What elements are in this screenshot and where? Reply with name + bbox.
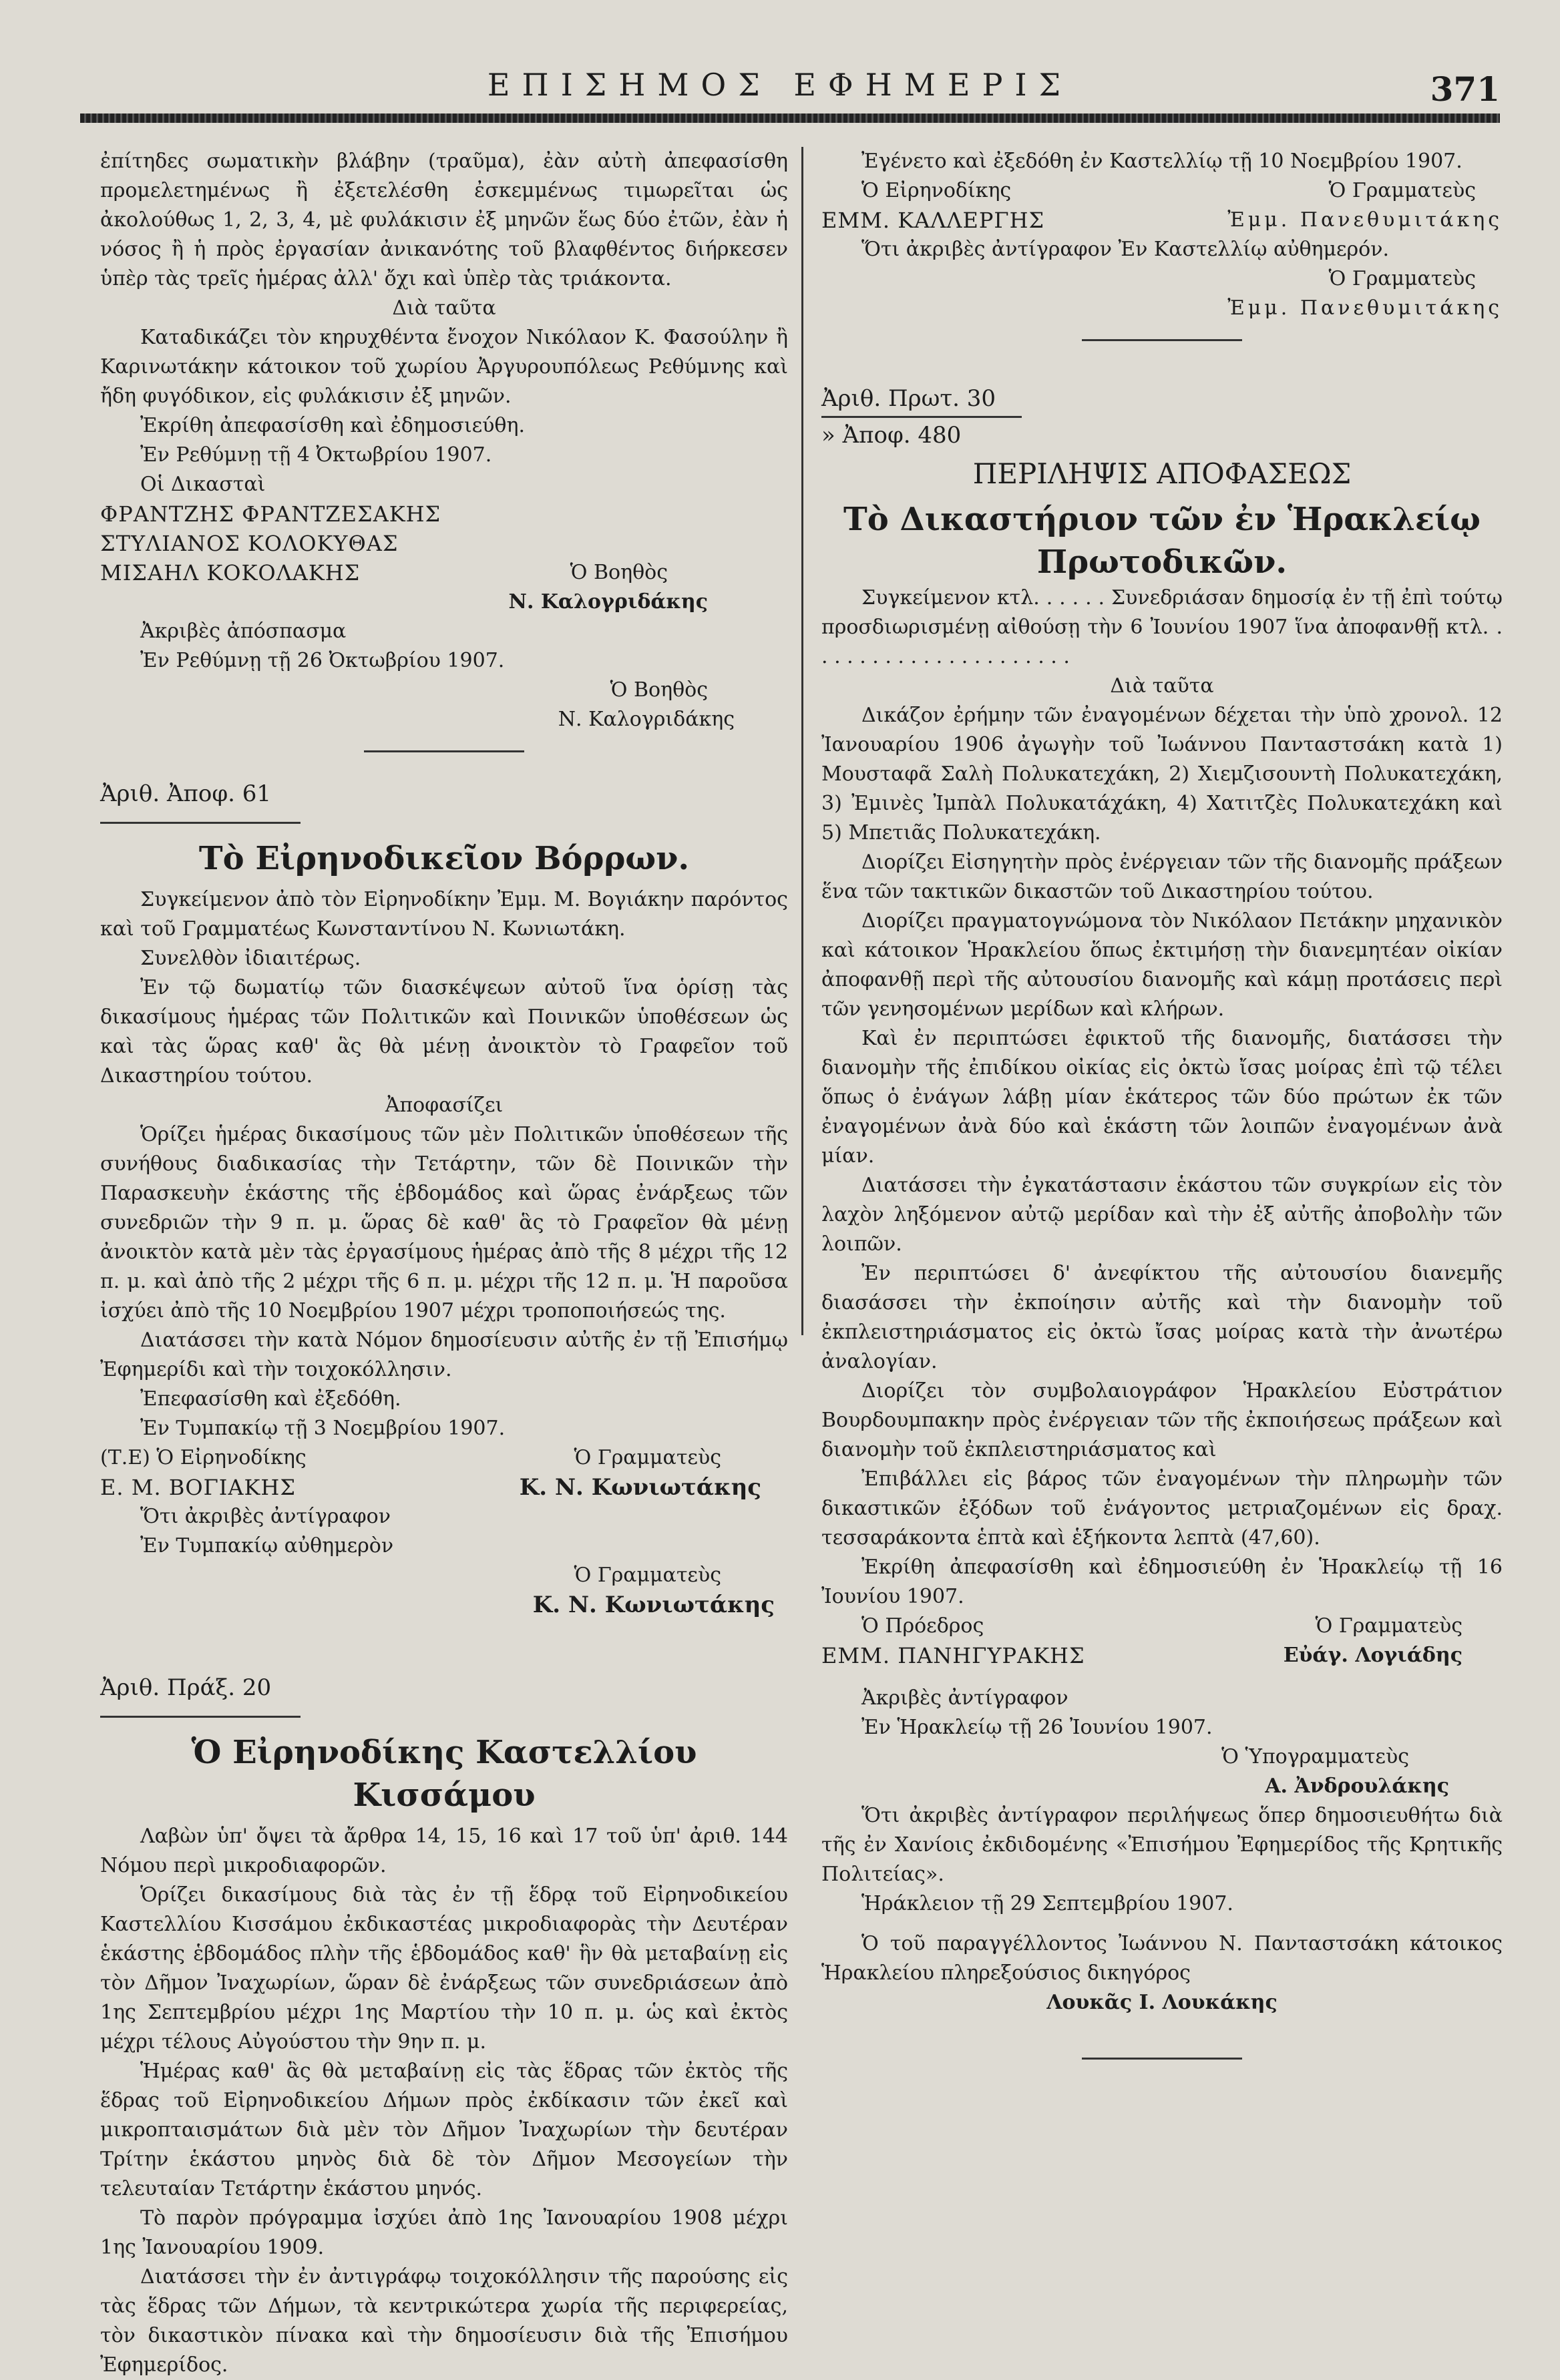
decision-61-p2: Συνελθὸν ἰδιαιτέρως. <box>140 947 361 970</box>
verdict-paragraph: Καταδικάζει τὸν κηρυχθέντα ἔνοχον Νικόλαον Κ. Φασούλην ἢ Καρινωτάκην κάτοικον τοῦ χωρίου Ἀργυρουπόλεως Ρεθύμνης καὶ ἤδη φυγόδικον, εἰς φυλάκισιν ἐξ μηνῶν. <box>100 326 788 408</box>
summary-p5: Καὶ ἐν περιπτώσει ἐφικτοῦ τῆς διανομῆς, διατάσσει τὴν διανομὴν τῆς ἐπιδίκου οἰκίας εἰς ὀκτὼ ἴσας μοίρας ἐπὶ τῷ τέλει ὅπως ὁ ἐνάγων λάβῃ μίαν ἑκάτερος τῶν δύο πρώτων ἐκ τῶν ἐναγομένων ἀνὰ δύο καὶ ἑκάστη τῶν λοιπῶν ἐναγομένων ἀνὰ μίαν. <box>821 1027 1503 1168</box>
decision-61-date: Ἐν Τυμπακίῳ τῇ 3 Νοεμβρίου 1907. <box>140 1417 506 1440</box>
summary-p9: Ἐπιβάλλει εἰς βάρος τῶν ἐναγομένων τὴν πληρωμὴν τῶν δικαστικῶν ἐξόδων τοῦ ἐνάγοντος μετριαζομένων εἰς δραχ. τεσσαράκοντα ἑπτὰ καὶ ἑξήκοντα λεπτὰ (47,60). <box>821 1467 1503 1550</box>
judge-name-3: ΜΙΣΑΗΛ ΚΟΚΟΛΑΚΗΣ <box>100 560 361 585</box>
judge-row-3 <box>100 558 788 587</box>
copy-2: Ἀκριβὲς ἀντίγραφον <box>861 1686 1068 1710</box>
decision-61-secretary-label-2: Ὁ Γραμματεὺς <box>574 1564 721 1587</box>
top-section-rule <box>1082 339 1242 341</box>
act-20-p1: Λαβὼν ὑπ' ὄψει τὰ ἄρθρα 14, 15, 16 καὶ 17 τοῦ ὑπ' ἀριθ. 144 Νόμου περὶ μικροδιαφορῶν. <box>100 1825 788 1877</box>
summary-p2: Δικάζον ἐρήμην τῶν ἐναγομένων δέχεται τὴν ὑπὸ χρονολ. 12 Ἰανουαρίου 1906 ἀγωγὴν τοῦ Ἰωάννου Πανταστσάκη κατὰ 1) Μουσταφᾶ Σαλὴ Πολυκατεχάκη, 2) Χιεμζισουντὴ Πολυκατεχάκη, 3) Ἐμινὲς Ἰμπὰλ Πολυκατάχάκη, 4) Χατιτζὲς Πολυκατεχάκη καὶ 5) Μπετιᾶς Πολυκατεχάκη. <box>821 704 1503 845</box>
president-sign-names <box>821 1641 1503 1670</box>
decision-61-decides: Ἀποφασίζει <box>385 1094 504 1117</box>
decision-61-judge-label: (Τ.Ε) Ὁ Εἰρηνοδίκης <box>100 1446 307 1469</box>
decision-61-heading: Τὸ Εἰρηνοδικεῖον Βόρρων. <box>198 840 690 877</box>
summary-p12: Ἡράκλειον τῇ 29 Σεπτεμβρίου 1907. <box>861 1892 1233 1915</box>
top-judge-label: Ὁ Εἰρηνοδίκης <box>861 179 1012 202</box>
decision-61-underline <box>100 822 301 824</box>
summary-p6: Διατάσσει τὴν ἐγκατάστασιν ἑκάστου τῶν συγκρίων εἰς τὸν λαχὸν ληξόμενον αὐτῷ μερίδαν καὶ τὴν ἐξ αὐτῆς ἀποβολὴν τῶν λοιπῶν. <box>821 1174 1503 1256</box>
court-heading-line-1: Τὸ Δικαστήριον τῶν ἐν Ἡρακλείῳ <box>843 501 1481 538</box>
assistant-label: Ὁ Βοηθὸς <box>570 561 668 584</box>
summary-p8: Διορίζει τὸν συμβολαιογράφον Ἡρακλείου Εὐστράτιον Βουρδουμπακην πρὸς ἐνέργειαν τῶν τῆς ἐκποιήσεως πράξεων καὶ διανομὴν τοῦ ἐκπλειστηριάσματος καὶ <box>821 1379 1503 1461</box>
summary-p10: Ἐκρίθη ἀπεφασίσθη καὶ ἐδημοσιεύθη ἐν Ἡρακλείῳ τῇ 16 Ἰουνίου 1907. <box>821 1556 1503 1608</box>
summary-p13: Ὁ τοῦ παραγγέλλοντος Ἰωάννου Ν. Πανταστσάκη κάτοικος Ἡρακλείου πληρεξούσιος δικηγόρος <box>821 1932 1503 1985</box>
top-copy: Ὅτι ἀκριβὲς ἀντίγραφον Ἐν Καστελλίῳ αὐθημερόν. <box>861 238 1390 261</box>
decision-61-secretary-name: Κ. Ν. Κωνιωτάκης <box>519 1474 761 1501</box>
date-place: Ἐν Ρεθύμνῃ τῇ 4 Ὀκτωβρίου 1907. <box>140 443 492 467</box>
judges-label: Οἱ Δικασταὶ <box>140 473 266 496</box>
top-secretary-name: Ἐμμ. Πανεθυμιτάκης <box>1227 208 1503 232</box>
decision-61-secretary-label: Ὁ Γραμματεὺς <box>574 1446 721 1469</box>
summary-p4: Διορίζει πραγματογνώμονα τὸν Νικόλαον Πετάκην μηχανικὸν καὶ κάτοικον Ἡρακλείου ὅπως ἐκτιμήσῃ τὴν διανεμητέαν οἰκίαν ἀποφανθῇ περὶ τῆς αὐτουσίου διανομῆς καὶ κάμῃ προτάσεις περὶ τῶν γενησομένων μερίδων καὶ κλήρων. <box>821 909 1503 1021</box>
court-heading-line-2: Πρωτοδικῶν. <box>1036 543 1288 581</box>
protocol-underline <box>821 416 1022 418</box>
secretary-label-3: Ὁ Γραμματεὺς <box>1315 1614 1462 1638</box>
top-judge-name: ΕΜΜ. ΚΑΛΛΕΡΓΗΣ <box>821 208 1045 233</box>
act-20-p2: Ὁρίζει δικασίμους διὰ τὰς ἐν τῇ ἕδρᾳ τοῦ Εἰρηνοδικείου Καστελλίου Κισσάμου ἐκδικαστέας μικροδιαφορὰς τὴν Δευτέραν ἑκάστης ἑβδομάδος πλὴν τῆς ἑβδομάδος καθ' ἣν θὰ μεταβαίνῃ εἰς τὸν Δῆμον Ἰναχωρίων, ὥραν δὲ ἐνάρξεως τῶν συνεδριάσεων ἀπὸ 1ης Σεπτεμβρίου μέχρι 1ης Μαρτίου τὴν 10 π. μ. ὡς καὶ ἐκτὸς μέχρι τέλους Αὐγούστου τὴν 9ην π. μ. <box>100 1883 788 2054</box>
decision-61-p3: Ἐν τῷ δωματίῳ τῶν διασκέψεων αὐτοῦ ἵνα ὁρίσῃ τὰς δικασίμους ἡμέρας τῶν Πολιτικῶν καὶ Ποινικῶν ὑποθέσεων ὡς καὶ τὰς ὥρας καθ' ἃς θὰ μένῃ ἀνοικτὸν τὸ Γραφεῖον τοῦ Δικαστηρίου τούτου. <box>100 976 788 1088</box>
act-20-heading: Ὁ Εἰρηνοδίκης Καστελλίου Κισσάμου <box>191 1734 697 1814</box>
summary-p7: Ἐν περιπτώσει δ' ἀνεφίκτου τῆς αὐτουσίου διανεμῆς διασάσσει τὴν ἐκποίησιν αὐτῆς καὶ τὴν διανομὴν τοῦ ἐκπλειστηριάσματος εἰς ὀκτὼ ἴσας μοίρας κατὰ τὴν ἀνωτέρω ἀναλογίαν. <box>821 1262 1503 1373</box>
act-20-p3: Ἡμέρας καθ' ἃς θὰ μεταβαίνῃ εἰς τὰς ἕδρας τῶν ἐκτὸς τῆς ἕδρας τοῦ Εἰρηνοδικείου Δήμων πρὸς ἐκδίκασιν τῶν ἐκεῖ καὶ μικροπταισμάτων διὰ μὲν τὸν Δῆμον Ἰναχωρίων τὴν δευτέραν Τρίτην ἑκάστου μηνὸς διὰ δὲ τὸν Δῆμον Μεσογείων τὴν τελευταίαν Τετάρτην ἑκάστου μηνός. <box>100 2060 788 2200</box>
decision-number: » Ἀποφ. 480 <box>821 422 962 449</box>
act-20-number: Ἀριθ. Πράξ. 20 <box>100 1674 272 1701</box>
assistant-label-2: Ὁ Βοηθὸς <box>610 678 708 702</box>
decision-61-secretary-name-2: Κ. Ν. Κωνιωτάκης <box>532 1592 775 1618</box>
column-divider <box>801 147 803 1335</box>
president-name: ΕΜΜ. ΠΑΝΗΓΥΡΑΚΗΣ <box>821 1643 1085 1668</box>
page-number: 371 <box>1430 69 1500 109</box>
act-20-p4: Τὸ παρὸν πρόγραμμα ἰσχύει ἀπὸ 1ης Ἰανουαρίου 1908 μέχρι 1ης Ἰανουαρίου 1909. <box>100 2206 788 2259</box>
assistant-name-2: Ν. Καλογριδάκης <box>558 708 735 731</box>
assistant-name: Ν. Καλογριδάκης <box>508 590 708 614</box>
secretary-name-3: Εὐάγ. Λογιάδης <box>1283 1644 1462 1667</box>
summary-p1: Συγκείμενον κτλ. . . . . . Συνεδριάσαν δημοσίᾳ ἐν τῇ ἐπὶ τούτῳ προσδιωρισμένῃ αἰθούσῃ τὴν 6 Ἰουνίου 1907 ἵνα ἀποφανθῇ κτλ. . . . . . . . . . . . . . . . . . . . . . <box>821 586 1503 668</box>
top-sign-labels <box>821 176 1503 206</box>
dia-tauta-heading: Διὰ ταῦτα <box>392 296 496 320</box>
lawyer-name: Λουκᾶς Ι. Λουκάκης <box>1046 1991 1278 2014</box>
act-20-p5: Διατάσσει τὴν ἐν ἀντιγράφῳ τοιχοκόλλησιν τῆς παρούσης εἰς τὰς ἕδρας τῶν Δήμων, τὰ κεντρικώτερα χωρία τῆς περιφερείας, τὸν δικαστικὸν πίνακα καὶ τὴν δημοσίευσιν διὰ τῆς Ἐπισήμου Ἐφημερίδος. <box>100 2265 788 2377</box>
decision-61-judge-name: Ε. Μ. ΒΟΓΙΑΚΗΣ <box>100 1475 296 1500</box>
decision-61-sign-names <box>100 1473 788 1502</box>
president-label: Ὁ Πρόεδρος <box>861 1614 984 1638</box>
judge-name-1: ΦΡΑΝΤΖΗΣ ΦΡΑΝΤΖΕΣΑΚΗΣ <box>100 501 441 527</box>
section-rule <box>364 750 524 752</box>
act-20-underline <box>100 1716 301 1718</box>
decision-61-copy: Ὅτι ἀκριβὲς ἀντίγραφον <box>140 1505 391 1528</box>
header-rule <box>80 113 1500 123</box>
published-line: Ἐκρίθη ἀπεφασίσθη καὶ ἐδημοσιεύθη. <box>140 414 525 437</box>
right-column <box>821 147 1503 2076</box>
decision-61-sign-labels <box>100 1443 788 1473</box>
decision-61-p1: Συγκείμενον ἀπὸ τὸν Εἰρηνοδίκην Ἐμμ. Μ. Βογιάκην παρόντος καὶ τοῦ Γραμματέως Κωνσταντίνου Ν. Κωνιωτάκη. <box>100 888 788 941</box>
summary-p11: Ὅτι ἀκριβὲς ἀντίγραφον περιλήψεως ὅπερ δημοσιευθήτω διὰ τῆς ἐν Χανίοις ἐκδιδομένης «Ἐπισήμου Ἐφημερίδος τῆς Κρητικῆς Πολιτείας». <box>821 1804 1503 1886</box>
left-column <box>100 147 788 2380</box>
protocol-number: Ἀριθ. Πρωτ. 30 <box>821 385 996 412</box>
decision-61-number: Ἀριθ. Ἀποφ. 61 <box>100 780 272 807</box>
top-date: Ἐγένετο καὶ ἐξεδόθη ἐν Καστελλίῳ τῇ 10 Νοεμβρίου 1907. <box>861 150 1462 173</box>
undersecretary-label: Ὁ Ὑπογραμματεὺς <box>1221 1745 1409 1768</box>
decision-61-p6: Ἐπεφασίσθη καὶ ἐξεδόθη. <box>140 1387 401 1411</box>
summary-p3: Διορίζει Εἰσηγητὴν πρὸς ἐνέργειαν τῶν τῆς διανομῆς πράξεων ἕνα τῶν τακτικῶν δικαστῶν τοῦ Δικαστηρίου τούτου. <box>821 851 1503 903</box>
end-rule <box>1082 2058 1242 2060</box>
top-secretary-label: Ὁ Γραμματεὺς <box>1328 179 1476 202</box>
right-dia-tauta: Διὰ ταῦτα <box>1110 674 1214 698</box>
decision-61-p4: Ὁρίζει ἡμέρας δικασίμους τῶν μὲν Πολιτικῶν ὑποθέσεων τῆς συνήθους διαδικασίας τὴν Τετάρτην, τῶν δὲ Ποινικῶν τὴν Παρασκευὴν ἑκάστης τῆς ἑβδομάδος καὶ ὥρας ἐνάρξεως τῶν συνεδριῶν τὴν 9 π. μ. ὥρας δὲ καθ' ἃς τὸ Γραφεῖον θὰ μένῃ ἀνοικτὸν κατὰ μὲν τὰς ἐργασίμους ἡμέρας ἀπὸ τῆς 8 μέχρι τῆς 12 π. μ. καὶ ἀπὸ τῆς 2 μέχρι τῆς 6 π. μ. μέχρι τῆς 12 π. μ. Ἡ παροῦσα ἰσχύει ἀπὸ τῆς 10 Νοεμβρίου 1907 μέχρι τροποποιήσεώς της. <box>100 1123 788 1323</box>
copy-2-date: Ἐν Ἡρακλείῳ τῇ 26 Ἰουνίου 1907. <box>861 1716 1213 1739</box>
intro-paragraph: ἐπίτηδες σωματικὴν βλάβην (τραῦμα), ἐὰν αὐτὴ ἀπεφασίσθη προμελετημένως ἢ ἐξετελέσθη ἐσκεμμένως τιμωρεῖται ὡς ἀκολούθως 1, 2, 3, 4, μὲ φυλάκισιν ἐξ μηνῶν ἕως δύο ἐτῶν, ἐὰν ἡ νόσος ἢ ἡ πρὸς ἐργασίαν ἀνικανότης τοῦ βλαφθέντος διήρκεσεν ὑπὲρ τὰς τρεῖς ἡμέρας ἀλλ' ὄχι καὶ ὑπὲρ τὰς τριάκοντα. <box>100 150 788 290</box>
top-secretary-name-2: Ἐμμ. Πανεθυμιτάκης <box>1227 296 1503 320</box>
decision-61-copy-place: Ἐν Τυμπακίῳ αὐθημερὸν <box>140 1534 394 1558</box>
president-sign-labels <box>821 1612 1503 1641</box>
decision-61-p5: Διατάσσει τὴν κατὰ Νόμον δημοσίευσιν αὐτῆς ἐν τῇ Ἐπισήμῳ Ἐφημερίδι καὶ τὴν τοιχοκόλλησιν. <box>100 1329 788 1381</box>
undersecretary-name: Α. Ἀνδρουλάκης <box>1265 1774 1449 1798</box>
judge-name-2: ΣΤΥΛΙΑΝΟΣ ΚΟΛΟΚΥΘΑΣ <box>100 531 399 556</box>
top-sign-names <box>821 206 1503 235</box>
extract-label: Ἀκριβὲς ἀπόσπασμα <box>140 620 347 643</box>
summary-heading: ΠΕΡΙΛΗΨΙΣ ΑΠΟΦΑΣΕΩΣ <box>972 457 1352 490</box>
top-secretary-label-2: Ὁ Γραμματεὺς <box>1328 267 1476 290</box>
newspaper-title: ΕΠΙΣΗΜΟΣ ΕΦΗΜΕΡΙΣ <box>487 67 1073 103</box>
extract-date: Ἐν Ρεθύμνῃ τῇ 26 Ὀκτωβρίου 1907. <box>140 649 505 672</box>
